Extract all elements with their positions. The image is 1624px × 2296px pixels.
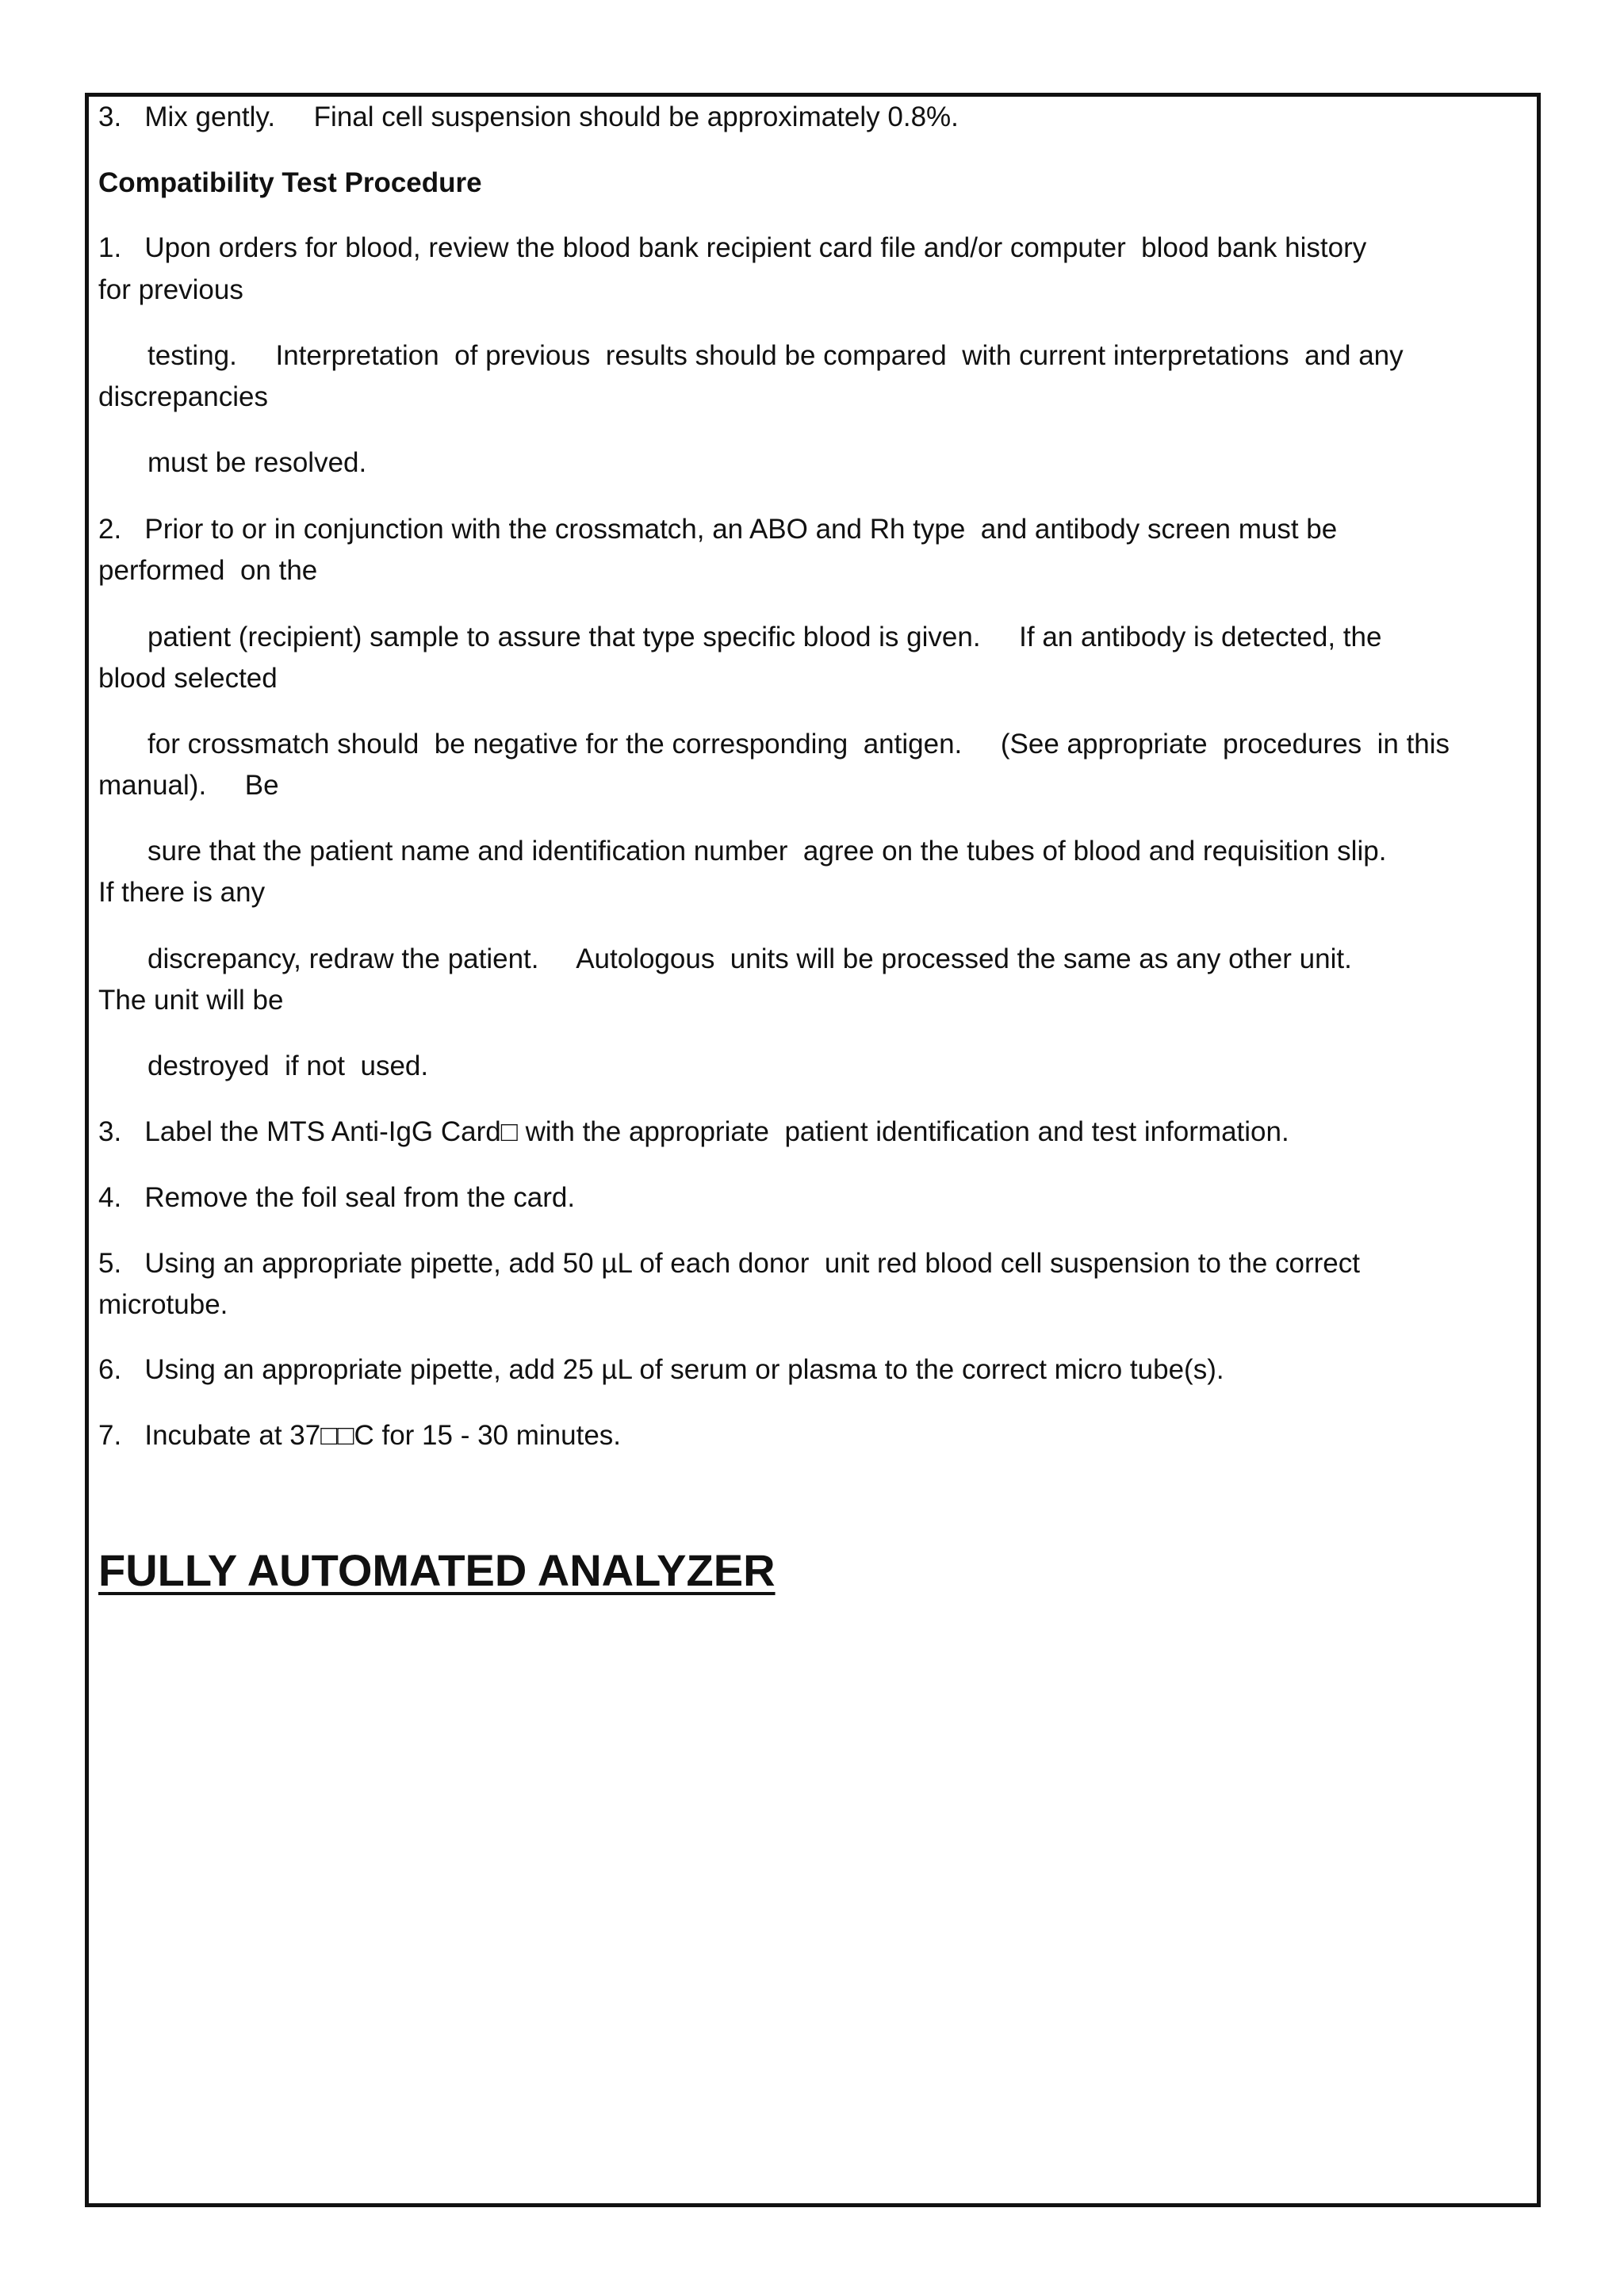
step-1-line-4: discrepancies	[98, 381, 268, 412]
step-2-line-10: The unit will be	[98, 985, 284, 1016]
step-1-line-1: 1. Upon orders for blood, review the blood bank recipient card file and/or computer blood bank history	[98, 232, 1367, 263]
step-3-label-card: 3. Label the MTS Anti-IgG Card□ with the appropriate patient identification and test information.	[98, 1116, 1289, 1147]
step-2-line-11: destroyed if not used.	[147, 1050, 429, 1081]
section-heading-analyzer: FULLY AUTOMATED ANALYZER	[98, 1545, 776, 1595]
step-2-line-4: blood selected	[98, 663, 278, 694]
step-2-line-7: sure that the patient name and identification number agree on the tubes of blood and requisition slip.	[147, 836, 1387, 867]
step-2-line-1: 2. Prior to or in conjunction with the crossmatch, an ABO and Rh type and antibody screen must be	[98, 514, 1338, 545]
step-3-mix-text: 3. Mix gently. Final cell suspension should be approximately 0.8%.	[98, 101, 959, 132]
step-1-line-2: for previous	[98, 274, 243, 305]
step-2-line-5: for crossmatch should be negative for the corresponding antigen. (See appropriate procedures in this	[147, 729, 1450, 760]
step-2-line-2: performed on the	[98, 555, 318, 586]
step-5-line-1: 5. Using an appropriate pipette, add 50 µL of each donor unit red blood cell suspension to the correct	[98, 1248, 1360, 1279]
step-2-line-3: patient (recipient) sample to assure that type specific blood is given. If an antibody is detected, the	[147, 622, 1382, 652]
step-2-line-8: If there is any	[98, 877, 266, 908]
step-5-line-2: microtube.	[98, 1289, 228, 1320]
section-title: Compatibility Test Procedure	[98, 167, 482, 198]
step-6-add-serum: 6. Using an appropriate pipette, add 25 µL of serum or plasma to the correct micro tube(s).	[98, 1354, 1224, 1385]
step-2-line-6: manual). Be	[98, 770, 279, 801]
step-1-line-3: testing. Interpretation of previous results should be compared with current interpretations and any	[147, 340, 1404, 371]
step-4-remove-seal: 4. Remove the foil seal from the card.	[98, 1182, 576, 1213]
step-7-incubate: 7. Incubate at 37□□C for 15 - 30 minutes.	[98, 1420, 622, 1451]
step-2-line-9: discrepancy, redraw the patient. Autologous units will be processed the same as any other unit.	[147, 943, 1352, 974]
step-1-line-5: must be resolved.	[147, 447, 367, 478]
